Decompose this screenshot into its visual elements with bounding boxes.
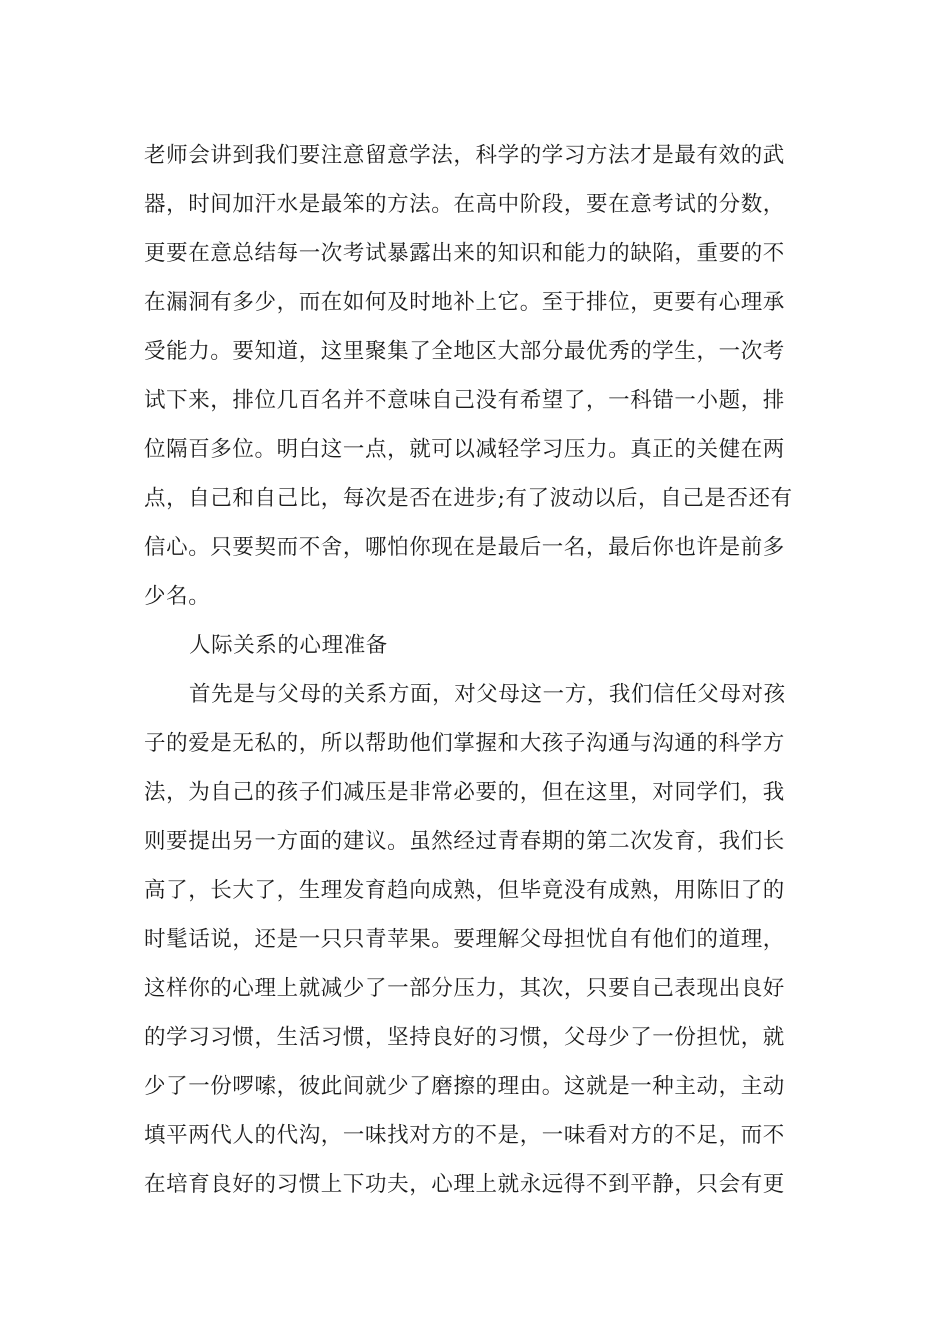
text-line: 在培育良好的习惯上下功夫，心理上就永远得不到平静，只会有更 [144, 1172, 785, 1197]
text-line: 这样你的心理上就减少了一部分压力，其次，只要自己表现出良好 [144, 976, 785, 1001]
text-line: 老师会讲到我们要注意留意学法，科学的学习方法才是最有效的武 [144, 143, 785, 168]
text-line: 少了一份啰嗦，彼此间就少了磨擦的理由。这就是一种主动，主动 [144, 1074, 785, 1099]
text-line: 子的爱是无私的，所以帮助他们掌握和大孩子沟通与沟通的科学方 [144, 731, 785, 756]
text-line: 时髦话说，还是一只只青苹果。要理解父母担忧自有他们的道理， [144, 927, 785, 952]
text-line: 更要在意总结每一次考试暴露出来的知识和能力的缺陷，重要的不 [144, 241, 785, 266]
text-line: 试下来，排位几百名并不意味自己没有希望了，一科错一小题，排 [144, 388, 785, 413]
text-line: 首先是与父母的关系方面，对父母这一方，我们信任父母对孩 [189, 682, 786, 707]
text-line: 在漏洞有多少，而在如何及时地补上它。至于排位，更要有心理承 [144, 290, 785, 315]
text-line: 器，时间加汗水是最笨的方法。在高中阶段，要在意考试的分数， [144, 192, 785, 217]
body-text [144, 131, 824, 1209]
text-line: 填平两代人的代沟，一味找对方的不是，一味看对方的不足，而不 [144, 1123, 785, 1148]
text-line: 法，为自己的孩子们减压是非常必要的，但在这里，对同学们，我 [144, 780, 785, 805]
text-line: 高了，长大了，生理发育趋向成熟，但毕竟没有成熟，用陈旧了的 [144, 878, 785, 903]
text-line: 则要提出另一方面的建议。虽然经过青春期的第二次发育，我们长 [144, 829, 785, 854]
text-line: 少名。 [144, 584, 211, 609]
text-line: 位隔百多位。明白这一点，就可以减轻学习压力。真正的关健在两 [144, 437, 785, 462]
text-line: 的学习习惯，生活习惯，坚持良好的习惯，父母少了一份担忧，就 [144, 1025, 785, 1050]
text-line: 点，自己和自己比，每次是否在进步;有了波动以后，自己是否还有 [144, 486, 793, 511]
text-line: 信心。只要契而不舍，哪怕你现在是最后一名，最后你也许是前多 [144, 535, 785, 560]
section-heading: 人际关系的心理准备 [189, 633, 388, 658]
text-line: 受能力。要知道，这里聚集了全地区大部分最优秀的学生，一次考 [144, 339, 785, 364]
